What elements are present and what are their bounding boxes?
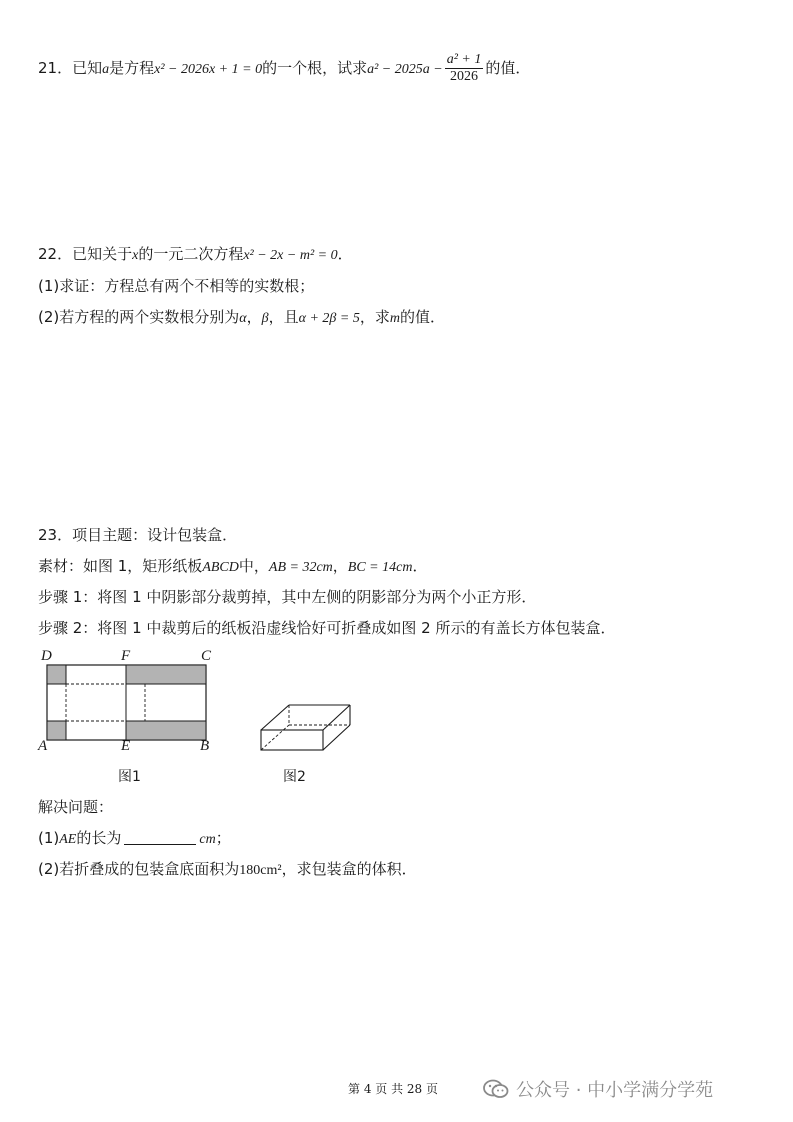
- q23-step-2: 步骤 2：将图 1 中裁剪后的纸板沿虚线恰好可折叠成如图 2 所示的有盖长方体包装盒．: [38, 619, 616, 637]
- q23-title: 23．项目主题：设计包装盒．: [38, 526, 238, 544]
- q21-equation: x² − 2026x + 1 = 0: [154, 62, 263, 77]
- figure-1-label-a: A: [38, 738, 48, 754]
- figure-2-box-diagram: [258, 700, 354, 754]
- q22-condition: α + 2β = 5: [298, 311, 360, 326]
- figure-1-label-e: E: [121, 738, 131, 754]
- q22-part-1: (1)求证：方程总有两个不相等的实数根；: [38, 277, 315, 295]
- q21-number: 21．已知: [38, 59, 103, 77]
- q23-step-1: 步骤 1：将图 1 中阴影部分裁剪掉，其中左侧的阴影部分为两个小正方形．: [38, 588, 537, 606]
- q23-part-2-text-b: ，求包装盒的体积．: [281, 860, 417, 878]
- q21-expression: a² − 2025a −: [367, 62, 443, 77]
- figure-1-label-c: C: [201, 648, 212, 664]
- q22-part-2-text-a: (2)若方程的两个实数根分别为: [38, 308, 240, 326]
- q22-text-2: 的一元二次方程: [138, 245, 244, 263]
- q23-rect-abcd: ABCD: [202, 560, 239, 575]
- q23-ab-length: AB = 32cm: [268, 560, 333, 575]
- q23-material-text-3: ，: [332, 557, 348, 575]
- q23-material-text-4: ．: [412, 557, 428, 575]
- q22-part-2: [38, 307, 445, 329]
- q22-comma: ，: [246, 308, 262, 326]
- q23-part-2-text-a: (2)若折叠成的包装盒底面积为: [38, 860, 240, 878]
- q22-beta: β: [261, 311, 269, 326]
- watermark: [482, 1076, 713, 1102]
- q23-material-text-2: 中，: [238, 557, 269, 575]
- q21-fraction-denominator: 2026: [450, 69, 479, 84]
- q21-fraction-numerator: a² + 1: [446, 52, 482, 67]
- question-22: [38, 244, 353, 266]
- figure-1-shaded-square-top: [47, 665, 66, 684]
- figure-1-label-b: B: [200, 738, 210, 754]
- figure-1-caption: 图1: [118, 769, 141, 785]
- q21-fraction: [445, 52, 484, 85]
- figure-2-caption: 图2: [283, 769, 306, 785]
- watermark-text: 公众号 · 中小学满分学苑: [516, 1080, 714, 1101]
- q23-part-1-number: (1): [38, 829, 60, 847]
- q23-material: [38, 556, 427, 578]
- answer-blank[interactable]: [124, 830, 196, 845]
- figure-1-label-d: D: [41, 648, 52, 664]
- q23-segment-ae: AE: [59, 832, 77, 847]
- wechat-icon: [482, 1078, 510, 1100]
- q23-material-text-1: 素材：如图 1，矩形纸板: [38, 557, 203, 575]
- q23-bc-length: BC = 14cm: [347, 560, 413, 575]
- q23-part-1: [38, 828, 231, 850]
- q22-text-1: 22．已知关于: [38, 245, 133, 263]
- q22-equation: x² − 2x − m² = 0: [243, 248, 338, 263]
- q22-var-m: m: [389, 311, 400, 326]
- q22-var-x: x: [132, 248, 139, 263]
- q22-text-3: ．: [337, 245, 353, 263]
- q21-text-3: 的值．: [485, 59, 531, 77]
- page-footer: 第 4 页 共 28 页: [348, 1082, 438, 1096]
- q21-text-2: 的一个根，试求: [262, 59, 368, 77]
- q22-part-2-text-b: ，且: [268, 308, 299, 326]
- q21-var-a: a: [102, 62, 110, 77]
- figure-1-shaded-square-bottom: [47, 721, 66, 740]
- q23-base-area: 180cm²: [239, 863, 282, 878]
- figure-1-diagram: [40, 660, 215, 745]
- q23-part-1-text: 的长为: [76, 829, 122, 847]
- q23-part-1-unit: cm: [199, 832, 216, 847]
- q23-part-1-end: ；: [215, 829, 231, 847]
- q22-part-2-text-d: 的值．: [399, 308, 445, 326]
- q23-part-2: [38, 859, 417, 881]
- question-21: [38, 52, 530, 85]
- figure-1-label-f: F: [121, 648, 131, 664]
- figure-1-shaded-strip-bottom: [126, 721, 206, 740]
- q22-part-2-text-c: ，求: [359, 308, 390, 326]
- figure-1-shaded-strip-top: [126, 665, 206, 684]
- q23-solve-heading: 解决问题：: [38, 798, 114, 816]
- q22-alpha: α: [239, 311, 247, 326]
- q21-text-1: 是方程: [109, 59, 155, 77]
